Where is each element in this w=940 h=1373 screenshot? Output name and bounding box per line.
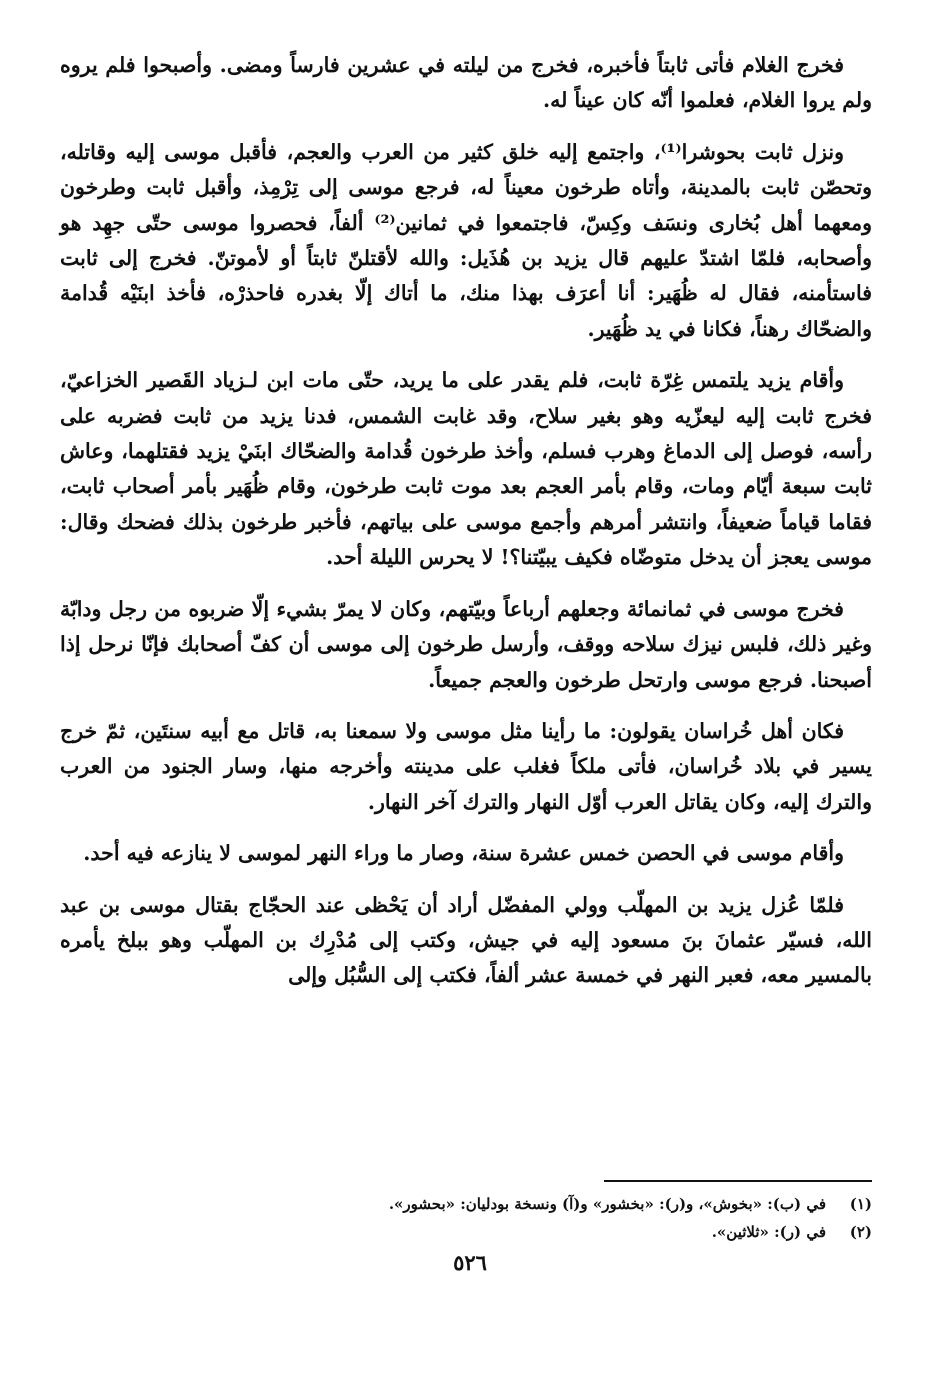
footnote-number: (١) (849, 1195, 872, 1213)
footnote-text: في (ر): «ثلاثين». (711, 1223, 826, 1241)
footnotes (72, 1190, 872, 1246)
paragraph-6: وأقام موسى في الحصن خمس عشرة سنة، وصار ما وراء النهر لموسى لا ينازعه فيه أحد. (83, 841, 844, 866)
footnote-number: (٢) (849, 1223, 872, 1241)
footnote-1 (72, 1190, 872, 1218)
paragraph-3: وأقام يزيد يلتمس غِرّة ثابت، فلم يقدر على ما يريد، حتّى مات ابن لـزياد القَصير الخزاعيّ، فخرج ثابت إليه ليعزّيه وهو بغير سلاح، وقد غابت الشمس، فدنا يزيد من ثابت فضربه على رأسه، فوصل إلى الدماغ وهرب فسلم، وأخذ طرخون قُدامة والضحّاك ابنَيْ يزيد فقتلهما، وعاش ثابت سبعة أيّام ومات، وقام بأمر العجم بعد موت ثابت طرخون، وقام ظُهَير بأمر أصحاب ثابت، فقاما قياماً ضعيفاً، وانتشر أمرهم وأجمع موسى على بياتهم، فأخبر طرخون بذلك فضحك وقال: موسى يعجز أن يدخل متوضّاه فكيف يبيّتنا؟! لا يحرس الليلة أحد. (60, 368, 872, 570)
paragraph-2: ونزل ثابت بحوشرا⁽¹⁾، واجتمع إليه خلق كثير من العرب والعجم، فأقبل موسى إليه وقاتله، وتحصّن ثابت بالمدينة، وأتاه طرخون معيناً له، فرجع موسى إلى تِرْمِذ، وأقبل ثابت وطرخون ومعهما أهل بُخارى ونسَف وكِسّ، فاجتمعوا في ثمانين⁽²⁾ ألفاً، فحصروا موسى حتّى جهِد هو وأصحابه، فلمّا اشتدّ عليهم قال يزيد بن هُذَيل: والله لأقتلنّ ثابتاً أو لأموتنّ. فخرج إلى ثابت فاستأمنه، فقال له ظُهَير: أنا أعرَف بهذا منك، ما أتاك إلّا بغدره فاحذرْه، فأخذ ابنَيْه قُدامة والضحّاك رهناً، فكانا في يد ظُهَير. (60, 139, 872, 341)
footnote-2 (72, 1218, 872, 1246)
main-text (60, 48, 872, 1010)
paragraph-7: فلمّا عُزل يزيد بن المهلّب وولي المفضّل أراد أن يَحْظى عند الحجّاج بقتال موسى بن عبد الله، فسيّر عثمانَ بنَ مسعود إليه في جيش، وكتب إلى مُدْرِك بن المهلّب وهو ببلخ يأمره بالمسير معه، فعبر النهر في خمسة عشر ألفاً، فكتب إلى السُّبُل وإلى (60, 892, 872, 988)
paragraph-5: فكان أهل خُراسان يقولون: ما رأينا مثل موسى ولا سمعنا به، قاتل مع أبيه سنتَين، ثمّ خرج يسير في بلاد خُراسان، فأتى ملكاً فغلب على مدينته وأخرجه منها، وسار الجنود من العرب والترك إليه، وكان يقاتل العرب أوّل النهار والترك آخر النهار. (60, 718, 872, 814)
page-number: ٥٢٦ (453, 1250, 487, 1275)
paragraph-4: فخرج موسى في ثمانمائة وجعلهم أرباعاً وبيّتهم، وكان لا يمرّ بشيء إلّا ضربوه من رجل ودابّة وغير ذلك، فلبس نيزك سلاحه ووقف، وأرسل طرخون إلى موسى أن كفّ أصحابك فإنّا نرحل إذا أصبحنا. فرجع موسى وارتحل طرخون والعجم جميعاً. (60, 596, 872, 692)
footnote-text: في (ب): «بخوش»، و(ر): «بخشور» و(آ) ونسخة بودليان: «بحشور». (388, 1195, 826, 1213)
paragraph-1: فخرج الغلام فأتى ثابتاً فأخبره، فخرج من ليلته في عشرين فارساً ومضى. وأصبحوا فلم يروه ولم يروا الغلام، فعلموا أنّه كان عيناً له. (60, 53, 872, 113)
footnote-divider (604, 1180, 872, 1182)
